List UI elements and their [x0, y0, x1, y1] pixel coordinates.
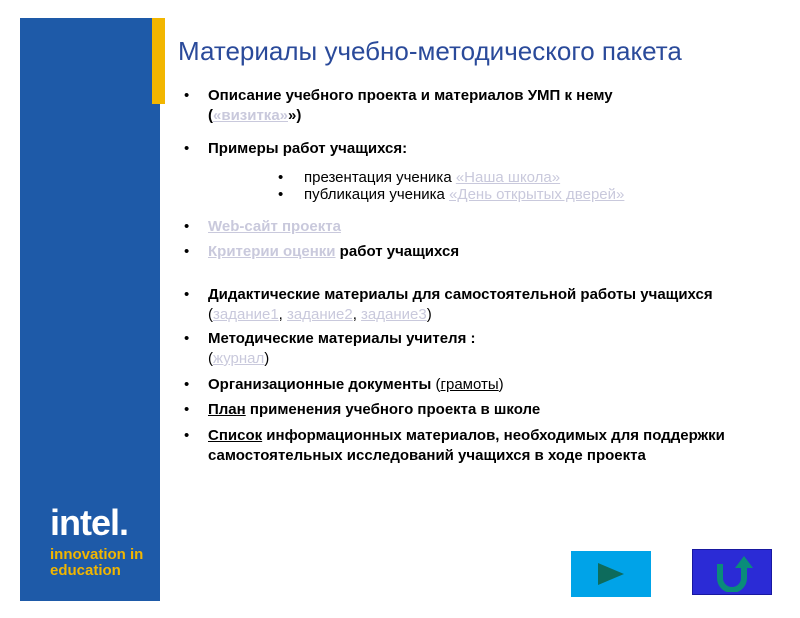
task3-link[interactable]: задание3: [361, 306, 427, 323]
org-text: Организационные документы: [208, 376, 436, 393]
criteria-link[interactable]: Критерии оценки: [208, 243, 336, 260]
paren-close: »): [288, 107, 302, 124]
list-item-examples: [182, 139, 752, 159]
list-item-list: [182, 426, 752, 466]
methodical-text: Методические материалы учителя :: [208, 330, 476, 347]
return-button[interactable]: [692, 549, 772, 595]
sep2: ,: [352, 306, 362, 323]
task2-link[interactable]: задание2: [287, 306, 353, 323]
didactic-text: Дидактические материалы для самостоятельной работы учащихся: [208, 286, 713, 303]
page-title: Материалы учебно-методического пакета: [178, 36, 682, 66]
list-item-plan: [182, 400, 752, 420]
list-item-didactic: [182, 285, 752, 325]
gramoty-link[interactable]: грамоты: [440, 376, 499, 393]
nasha-shkola-link[interactable]: «Наша школа»: [455, 169, 561, 186]
play-icon: [594, 561, 628, 587]
list-item-methodical: [182, 329, 752, 369]
examples-label: Примеры работ учащихся:: [208, 140, 408, 157]
sub-item-presentation: [182, 169, 752, 186]
website-link[interactable]: Web-сайт проекта: [208, 218, 341, 235]
methodical-open: (: [208, 350, 213, 367]
didactic-open: (: [208, 306, 213, 323]
description-text: Описание учебного проекта и материалов УМП к нему: [208, 87, 613, 104]
sep1: ,: [278, 306, 288, 323]
sub-item-publication: [182, 186, 752, 203]
return-arrow-icon: [710, 552, 754, 592]
next-button[interactable]: [571, 551, 651, 597]
list-item-criteria: [182, 242, 752, 262]
tagline-line2: education: [50, 562, 121, 579]
list-text: информационных материалов, необходимых для поддержки самостоятельных исследований учащихся в ходе проекта: [208, 427, 725, 464]
content-list: [182, 86, 752, 466]
tagline-line1: innovation in: [50, 546, 144, 563]
list-item-description: [182, 86, 752, 126]
plan-text: применения учебного проекта в школе: [245, 401, 541, 418]
didactic-close: ): [426, 306, 432, 323]
vizitka-link[interactable]: «визитка»: [213, 107, 288, 124]
logo-tagline: [50, 547, 143, 579]
task1-link[interactable]: задание1: [213, 306, 279, 323]
sub1-text: презентация ученика: [304, 169, 456, 186]
methodical-close: ): [264, 350, 270, 367]
criteria-text: работ учащихся: [335, 243, 460, 260]
list-item-org: [182, 375, 752, 395]
spisok-link[interactable]: Список: [208, 427, 263, 444]
journal-link[interactable]: журнал: [213, 350, 265, 367]
org-open: (: [435, 376, 441, 393]
intel-logo: [50, 502, 144, 579]
sub2-text: публикация ученика: [304, 186, 450, 203]
plan-link[interactable]: План: [208, 401, 246, 418]
list-item-website: [182, 217, 752, 237]
paren-open: (: [208, 107, 213, 124]
den-otkrytyh-dverey-link[interactable]: «День открытых дверей»: [449, 186, 625, 203]
accent-bar: [152, 18, 165, 104]
org-close: ): [498, 376, 504, 393]
logo-word: intel.: [50, 502, 129, 543]
